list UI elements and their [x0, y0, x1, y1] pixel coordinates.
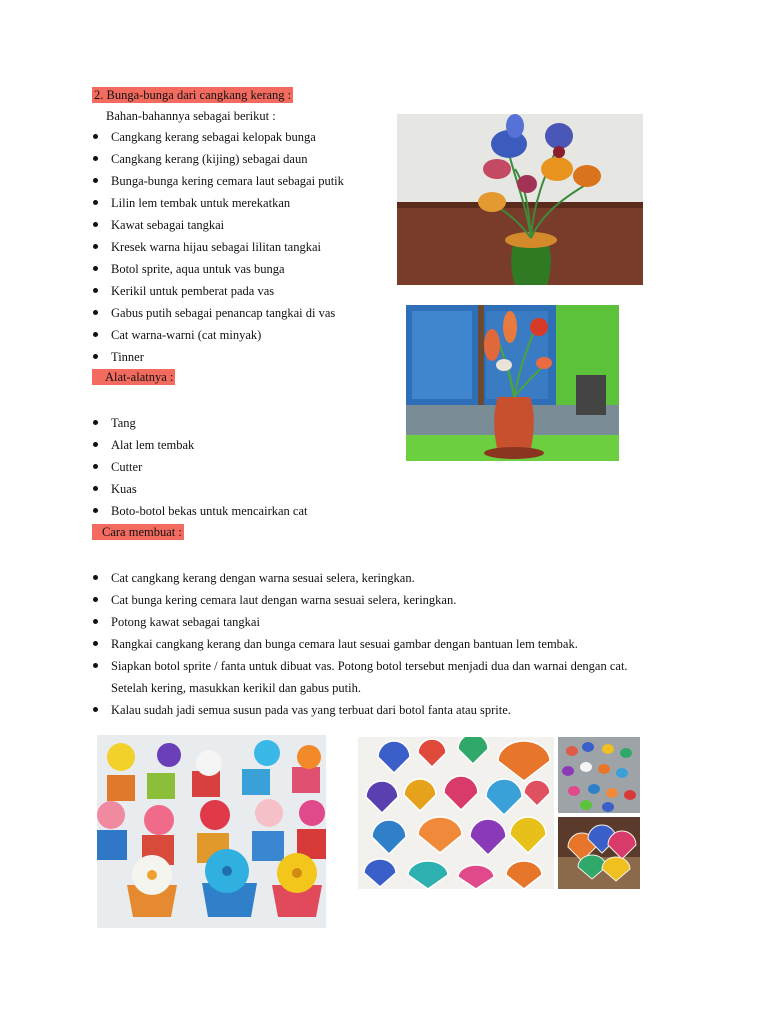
list-item: Cat cangkang kerang dengan warna sesuai selera, keringkan.	[92, 567, 656, 589]
list-item: Kalau sudah jadi semua susun pada vas yang terbuat dari botol fanta atau sprite.	[92, 699, 656, 721]
list-item: Cangkang kerang sebagai kelopak bunga	[92, 126, 344, 148]
painted-shells-photo	[358, 737, 554, 889]
list-item: Siapkan botol sprite / fanta untuk dibuat vas. Potong botol tersebut menjadi dua dan warnai dengan cat. Setelah kering, masukkan kerikil dan gabus putih.	[92, 655, 656, 699]
shell-fan-photo	[558, 817, 640, 889]
list-item: Bunga-bunga kering cemara laut sebagai putik	[92, 170, 344, 192]
list-item: Kresek warna hijau sebagai lilitan tangkai	[92, 236, 344, 258]
list-item: Lilin lem tembak untuk merekatkan	[92, 192, 344, 214]
list-item: Cutter	[92, 456, 307, 478]
list-item: Boto-botol bekas untuk mencairkan cat	[92, 500, 307, 522]
list-item: Alat lem tembak	[92, 434, 307, 456]
section-title: 2. Bunga-bunga dari cangkang kerang :	[94, 88, 292, 102]
shell-arrangement-photo	[558, 737, 640, 813]
list-item: Kuas	[92, 478, 307, 500]
steps-heading: Cara membuat :	[92, 524, 184, 540]
list-item: Kawat sebagai tangkai	[92, 214, 344, 236]
tools-heading: Alat-alatnya :	[92, 369, 175, 385]
list-item: Tang	[92, 412, 307, 434]
list-item: Potong kawat sebagai tangkai	[92, 611, 656, 633]
list-item: Cat warna-warni (cat minyak)	[92, 324, 344, 346]
list-item: Cat bunga kering cemara laut dengan warna sesuai selera, keringkan.	[92, 589, 656, 611]
shell-flower-orange-vase-photo	[406, 305, 619, 461]
list-item: Botol sprite, aqua untuk vas bunga	[92, 258, 344, 280]
materials-intro: Bahan-bahannya sebagai berikut :	[106, 109, 276, 123]
list-item: Kerikil untuk pemberat pada vas	[92, 280, 344, 302]
list-item: Gabus putih sebagai penancap tangkai di vas	[92, 302, 344, 324]
list-item: Cangkang kerang (kijing) sebagai daun	[92, 148, 344, 170]
list-item: Rangkai cangkang kerang dan bunga cemara laut sesuai gambar dengan bantuan lem tembak.	[92, 633, 656, 655]
list-item: Tinner	[92, 346, 344, 368]
steps-list	[92, 567, 656, 721]
potted-shell-flowers-photo	[97, 735, 326, 928]
shell-flower-vase-photo	[397, 114, 643, 285]
tools-list	[92, 412, 307, 522]
materials-list	[92, 126, 344, 368]
